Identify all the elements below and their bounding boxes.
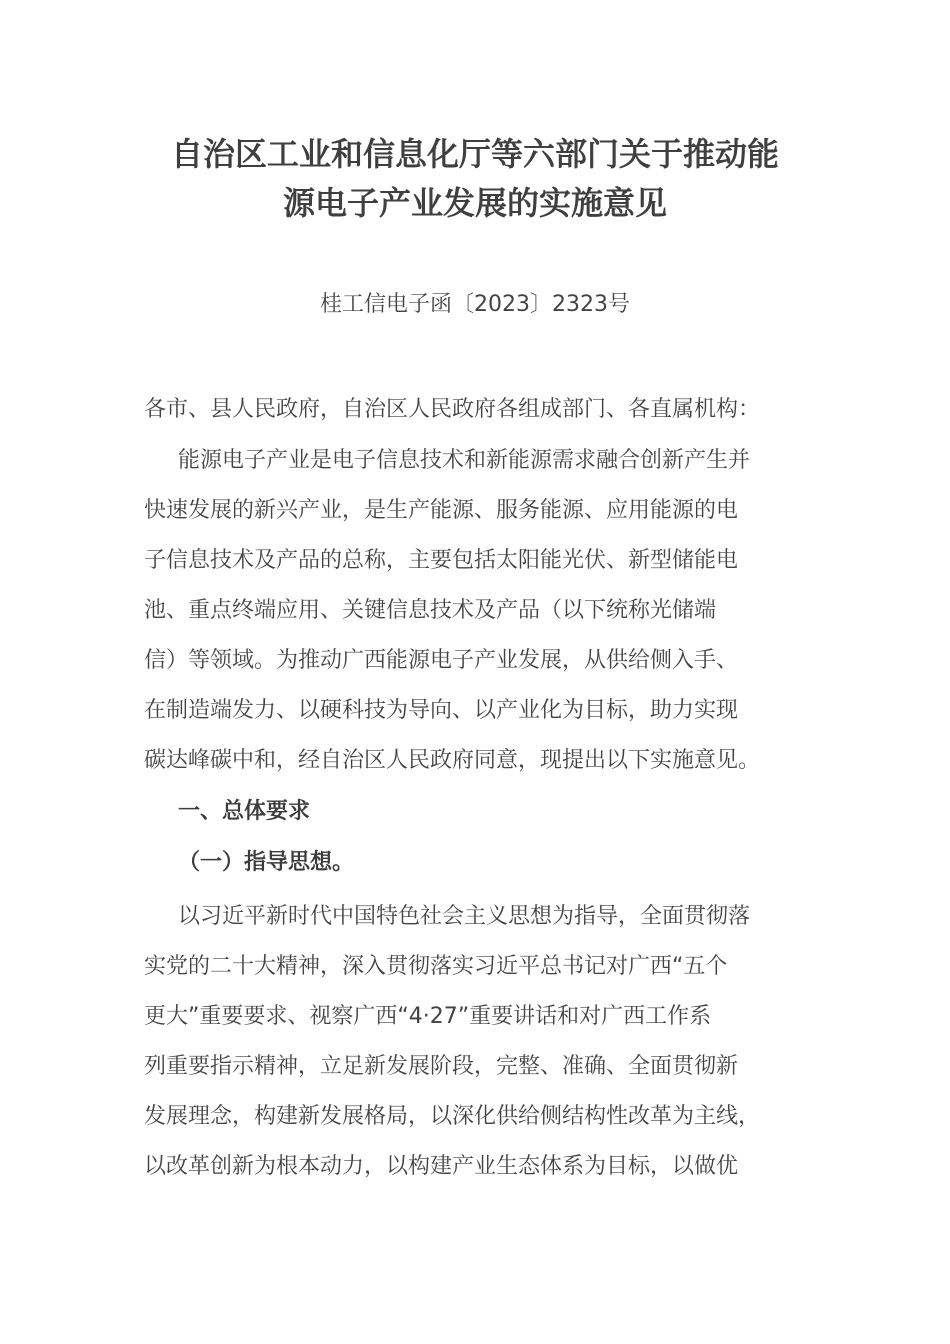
document-title-line-2: 源电子产业发展的实施意见 — [282, 184, 667, 222]
guidance-line: 更大”重要要求、视察广西“4·27”重要讲话和对广西工作系 — [144, 1004, 712, 1029]
intro-line: 能源电子产业是电子信息技术和新能源需求融合创新产生并 — [178, 448, 751, 473]
intro-line: 在制造端发力、以硬科技为导向、以产业化为目标，助力实现 — [144, 698, 739, 723]
addressee-line: 各市、县人民政府，自治区人民政府各组成部门、各直属机构： — [144, 397, 761, 422]
section-heading: 一、总体要求 — [178, 799, 311, 824]
guidance-line: 发展理念，构建新发展格局，以深化供给侧结构性改革为主线， — [144, 1104, 761, 1129]
intro-line: 池、重点终端应用、关键信息技术及产品（以下统称光储端 — [144, 598, 717, 623]
intro-line: 快速发展的新兴产业，是生产能源、服务能源、应用能源的电 — [144, 498, 739, 523]
document-number: 桂工信电子函〔2023〕2323号 — [320, 292, 630, 317]
guidance-line: 以改革创新为根本动力，以构建产业生态体系为目标，以做优 — [144, 1154, 739, 1179]
document-title-line-1: 自治区工业和信息化厅等六部门关于推动能 — [170, 135, 779, 173]
guidance-line: 实党的二十大精神，深入贯彻落实习近平总书记对广西“五个 — [144, 954, 728, 979]
intro-line: 碳达峰碳中和，经自治区人民政府同意，现提出以下实施意见。 — [144, 748, 761, 773]
intro-line: 子信息技术及产品的总称，主要包括太阳能光伏、新型储能电 — [144, 548, 739, 573]
subsection-heading: （一）指导思想。 — [178, 850, 355, 875]
guidance-line: 以习近平新时代中国特色社会主义思想为指导，全面贯彻落 — [178, 904, 751, 929]
intro-line: 信）等领域。为推动广西能源电子产业发展，从供给侧入手、 — [144, 648, 739, 673]
guidance-line: 列重要指示精神，立足新发展阶段，完整、准确、全面贯彻新 — [144, 1054, 739, 1079]
